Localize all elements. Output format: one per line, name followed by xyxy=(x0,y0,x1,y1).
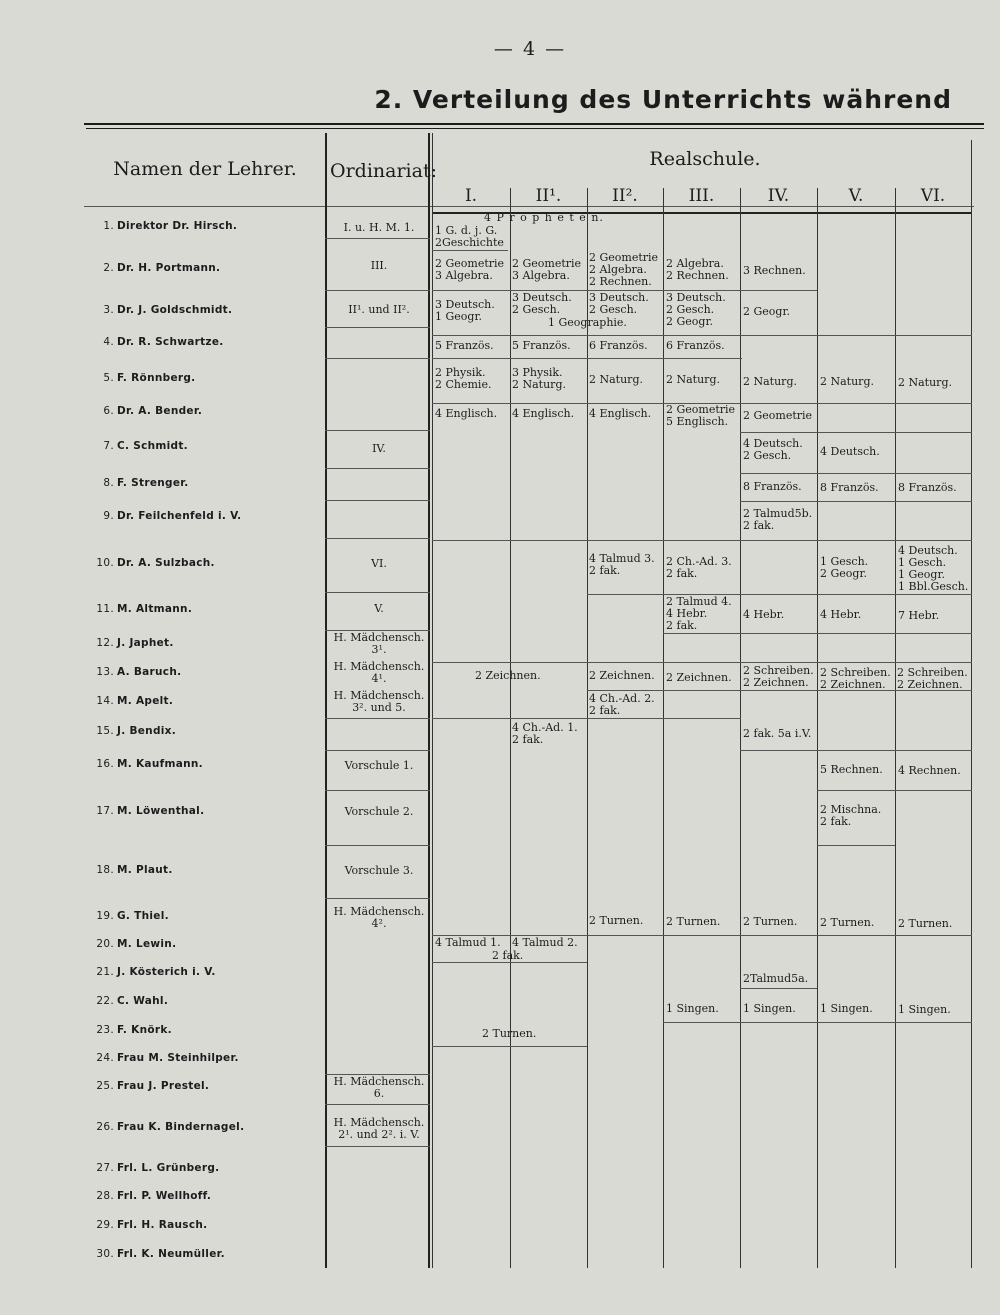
subject-cell: 2 Turnen. xyxy=(898,917,953,930)
row-line xyxy=(325,430,430,431)
subject-cell: 4 Hebr. xyxy=(743,608,785,621)
subject-cell: 2 Turnen. xyxy=(820,916,875,929)
subject-cell: 6 Französ. xyxy=(589,339,648,352)
col-line-IV xyxy=(740,188,741,1268)
teacher-row: 27. Frl. L. Grünberg. xyxy=(96,1162,220,1174)
subject-cell: 2 Zeichnen. xyxy=(589,669,655,682)
subject-cell: 2 Zeichnen. xyxy=(666,671,732,684)
row-line xyxy=(432,662,972,663)
subject-cell: 1 Singen. xyxy=(820,1002,873,1015)
teacher-row: 11. M. Altmann. xyxy=(96,603,193,615)
subject-cell: 4 Talmud 3. 2 fak. xyxy=(589,552,655,577)
row-line xyxy=(325,238,430,239)
subject-cell: 2 Turnen. xyxy=(743,915,798,928)
teacher-row: 2. Dr. H. Portmann. xyxy=(103,262,221,274)
subject-cell: 5 Rechnen. xyxy=(820,763,883,776)
subject-cell: 3 Physik. 2 Naturg. xyxy=(512,366,566,391)
teachers-header: Namen der Lehrer. xyxy=(113,158,297,180)
page-heading: 2. Verteilung des Unterrichts während xyxy=(374,85,952,114)
geography-span: 1 Geographie. xyxy=(548,316,627,329)
subject-cell: 4 Ch.-Ad. 1. 2 fak. xyxy=(512,721,578,746)
teacher-row: 17. M. Löwenthal. xyxy=(96,805,205,817)
row-line xyxy=(325,327,430,328)
row-line xyxy=(432,358,742,359)
row-line xyxy=(432,335,972,336)
row-line xyxy=(587,594,972,595)
ordinariat-cell: I. u. H. M. 1. xyxy=(343,221,415,234)
class-header-V: V. xyxy=(848,186,864,206)
row-line xyxy=(740,988,817,989)
top-rule xyxy=(84,123,984,125)
ordinariat-cell: H. Mädchensch. 4¹. xyxy=(333,660,425,685)
class-header-I: I. xyxy=(464,186,478,206)
row-line xyxy=(325,845,430,846)
subject-cell: 1 Singen. xyxy=(743,1002,796,1015)
subject-cell: 4 Talmud 1. xyxy=(435,936,501,949)
teacher-row: 16. M. Kaufmann. xyxy=(96,758,203,770)
subject-cell: 2 fak. 5a i.V. xyxy=(743,727,812,740)
teacher-row: 14. M. Apelt. xyxy=(96,695,174,707)
subject-cell: 2 Geogr. xyxy=(743,305,791,318)
subject-cell: 2 Physik. 2 Chemie. xyxy=(435,366,492,391)
row-line xyxy=(740,501,972,502)
drawing-span: 2 Zeichnen. xyxy=(475,669,541,682)
subject-cell: 2 Schreiben. 2 Zeichnen. xyxy=(897,666,968,691)
subject-cell: 2 Talmud5b. 2 fak. xyxy=(743,507,813,532)
subject-cell: 8 Französ. xyxy=(820,481,879,494)
teacher-row: 9. Dr. Feilchenfeld i. V. xyxy=(103,510,242,522)
col-line-right xyxy=(971,140,972,1268)
subject-cell: 2 Algebra. 2 Rechnen. xyxy=(666,257,729,282)
col-line-II2 xyxy=(587,188,588,1268)
subject-cell: 2Talmud5a. xyxy=(743,972,809,985)
row-line xyxy=(325,630,430,631)
subject-cell: 4 Ch.-Ad. 2. 2 fak. xyxy=(589,692,655,717)
subject-cell: 3 Deutsch. 2 Gesch. xyxy=(512,291,572,316)
realschule-header: Realschule. xyxy=(649,148,761,170)
teacher-row: 20. M. Lewin. xyxy=(96,938,177,950)
subject-cell: 2 Geometrie 2 Algebra. 2 Rechnen. xyxy=(589,251,659,288)
subject-cell: 2 Mischna. 2 fak. xyxy=(820,803,882,828)
teacher-row: 13. A. Baruch. xyxy=(96,666,182,678)
class-header-IV: IV. xyxy=(767,186,790,206)
teacher-row: 19. G. Thiel. xyxy=(96,910,169,922)
subject-cell: 1 G. d. j. G. 2Geschichte xyxy=(435,224,504,249)
subject-cell: 3 Deutsch. 2 Gesch. xyxy=(589,291,649,316)
row-line xyxy=(325,790,430,791)
row-line xyxy=(740,750,972,751)
teacher-row: 15. J. Bendix. xyxy=(96,725,177,737)
subject-cell: 2 Geometrie 3 Algebra. xyxy=(435,257,505,282)
col-line-VI xyxy=(895,188,896,1268)
ordinariat-cell: H. Mädchensch. 3¹. xyxy=(333,631,425,656)
ordinariat-cell: Vorschule 2. xyxy=(344,805,414,818)
teacher-row: 29. Frl. H. Rausch. xyxy=(96,1219,208,1231)
page-number: — 4 — xyxy=(493,38,567,60)
subject-cell: 4 Deutsch. xyxy=(820,445,880,458)
col-line-names xyxy=(325,133,327,1268)
row-line xyxy=(663,1022,972,1023)
teacher-row: 24. Frau M. Steinhilper. xyxy=(96,1052,239,1064)
top-rule-thin xyxy=(86,128,984,129)
teacher-row: 7. C. Schmidt. xyxy=(103,440,188,452)
ordinariat-cell: Vorschule 3. xyxy=(344,864,414,877)
teacher-row: 23. F. Knörk. xyxy=(96,1024,172,1036)
teacher-row: 22. C. Wahl. xyxy=(96,995,169,1007)
col-line-V xyxy=(817,188,818,1268)
subject-cell: 2 Turnen. xyxy=(666,915,721,928)
subject-cell: 2 Naturg. xyxy=(666,373,720,386)
class-header-II2: II². xyxy=(612,186,638,206)
subject-cell: 2 Talmud 4. 4 Hebr. 2 fak. xyxy=(666,595,732,632)
subject-cell: 7 Hebr. xyxy=(898,609,940,622)
row-line xyxy=(740,473,972,474)
teacher-row: 21. J. Kösterich i. V. xyxy=(96,966,216,978)
class-header-VI: VI. xyxy=(920,186,946,206)
row-line xyxy=(817,790,972,791)
row-line xyxy=(817,845,895,846)
subject-cell: 1 Singen. xyxy=(898,1003,951,1016)
subject-cell: 4 Englisch. xyxy=(435,407,498,420)
ordinariat-cell: Vorschule 1. xyxy=(344,759,414,772)
class-header-II1: II¹. xyxy=(535,186,562,206)
row-line xyxy=(325,592,430,593)
row-line xyxy=(663,633,972,634)
subject-cell: 2 Naturg. xyxy=(589,373,643,386)
ordinariat-cell: VI. xyxy=(371,557,387,570)
row-line xyxy=(325,1104,430,1105)
subject-cell: 1 Singen. xyxy=(666,1002,719,1015)
subject-cell: 6 Französ. xyxy=(666,339,725,352)
subject-cell: 2 Geometrie xyxy=(743,409,813,422)
subject-cell: 5 Französ. xyxy=(435,339,494,352)
subject-cell: 4 Talmud 2. xyxy=(512,936,578,949)
teacher-row: 18. M. Plaut. xyxy=(96,864,173,876)
ordinariat-cell: V. xyxy=(374,602,384,615)
row-line xyxy=(432,250,508,251)
teacher-row: 10. Dr. A. Sulzbach. xyxy=(96,557,215,569)
subject-cell: 4 Englisch. xyxy=(589,407,652,420)
row-line xyxy=(432,1046,587,1047)
row-line xyxy=(325,1146,430,1147)
col-line-II1 xyxy=(510,188,511,1268)
col-line-III xyxy=(663,188,664,1268)
subject-cell: 2 Naturg. xyxy=(743,375,797,388)
subject-cell: 2 Geometrie 5 Englisch. xyxy=(666,403,736,428)
col-line-ord-b xyxy=(432,133,433,1268)
class-header-III: III. xyxy=(688,186,715,206)
subject-cell: 3 Rechnen. xyxy=(743,264,806,277)
ordinariat-cell: H. Mädchensch. 3². und 5. xyxy=(333,689,425,714)
ordinariat-cell: H. Mädchensch. 6. xyxy=(333,1075,425,1100)
subject-cell: 2 Ch.-Ad. 3. 2 fak. xyxy=(666,555,732,580)
gymnastics-span: 2 Turnen. xyxy=(482,1027,537,1040)
subject-cell: 2 Geometrie 3 Algebra. xyxy=(512,257,582,282)
subject-cell: 5 Französ. xyxy=(512,339,571,352)
subject-cell: 2 Naturg. xyxy=(898,376,952,389)
ordinariat-cell: II¹. und II². xyxy=(348,303,410,316)
subject-cell: 2 Turnen. xyxy=(589,914,644,927)
ordinariat-cell: H. Mädchensch. 2¹. und 2². i. V. xyxy=(333,1116,425,1141)
teacher-row: 26. Frau K. Bindernagel. xyxy=(96,1121,245,1133)
teacher-row: 30. Frl. K. Neumüller. xyxy=(96,1248,225,1260)
subject-cell: 8 Französ. xyxy=(898,481,957,494)
subject-cell: 3 Deutsch. 2 Gesch. 2 Geogr. xyxy=(666,291,726,328)
prophets-span: 4 P r o p h e t e n. xyxy=(484,211,604,224)
subject-cell: 8 Französ. xyxy=(743,480,802,493)
header-rule xyxy=(84,206,974,207)
subject-cell: 4 Rechnen. xyxy=(898,764,961,777)
teacher-row: 12. J. Japhet. xyxy=(96,637,174,649)
subject-cell: 2 Schreiben. 2 Zeichnen. xyxy=(820,666,891,691)
row-line xyxy=(432,540,972,541)
row-line xyxy=(325,1074,430,1075)
row-line xyxy=(432,962,587,963)
teacher-row: 5. F. Rönnberg. xyxy=(103,372,196,384)
row-line xyxy=(325,718,430,719)
teacher-row: 28. Frl. P. Wellhoff. xyxy=(96,1190,212,1202)
row-line xyxy=(325,290,430,291)
row-line xyxy=(740,432,972,433)
teacher-row: 4. Dr. R. Schwartze. xyxy=(103,336,224,348)
row-line xyxy=(325,500,430,501)
row-line xyxy=(432,718,741,719)
teacher-row: 25. Frau J. Prestel. xyxy=(96,1080,210,1092)
teacher-row: 6. Dr. A. Bender. xyxy=(103,405,203,417)
row-line xyxy=(325,898,430,899)
subject-cell: 4 Hebr. xyxy=(820,608,862,621)
subject-cell: 4 Deutsch. 2 Gesch. xyxy=(743,437,803,462)
subject-cell: 2 Naturg. xyxy=(820,375,874,388)
teacher-row: 1. Direktor Dr. Hirsch. xyxy=(103,220,238,232)
ordinariat-header: Ordinariat: xyxy=(330,160,437,182)
ordinariat-cell: IV. xyxy=(372,442,386,455)
row-line xyxy=(325,358,430,359)
ordinariat-cell: H. Mädchensch. 4². xyxy=(333,905,425,930)
subject-cell: 2 Schreiben. 2 Zeichnen. xyxy=(743,664,814,689)
row-line xyxy=(325,750,430,751)
subject-cell: 3 Deutsch. 1 Geogr. xyxy=(435,298,495,323)
talmud-fak-span: 2 fak. xyxy=(492,949,524,962)
subject-cell: 4 Deutsch. 1 Gesch. 1 Geogr. 1 Bbl.Gesch. xyxy=(898,544,969,593)
row-line xyxy=(325,538,430,539)
subject-cell: 4 Englisch. xyxy=(512,407,575,420)
subject-cell: 1 Gesch. 2 Geogr. xyxy=(820,555,869,580)
teacher-row: 3. Dr. J. Goldschmidt. xyxy=(103,304,233,316)
ordinariat-cell: III. xyxy=(370,259,388,272)
teacher-row: 8. F. Strenger. xyxy=(103,477,189,489)
row-line xyxy=(325,468,430,469)
